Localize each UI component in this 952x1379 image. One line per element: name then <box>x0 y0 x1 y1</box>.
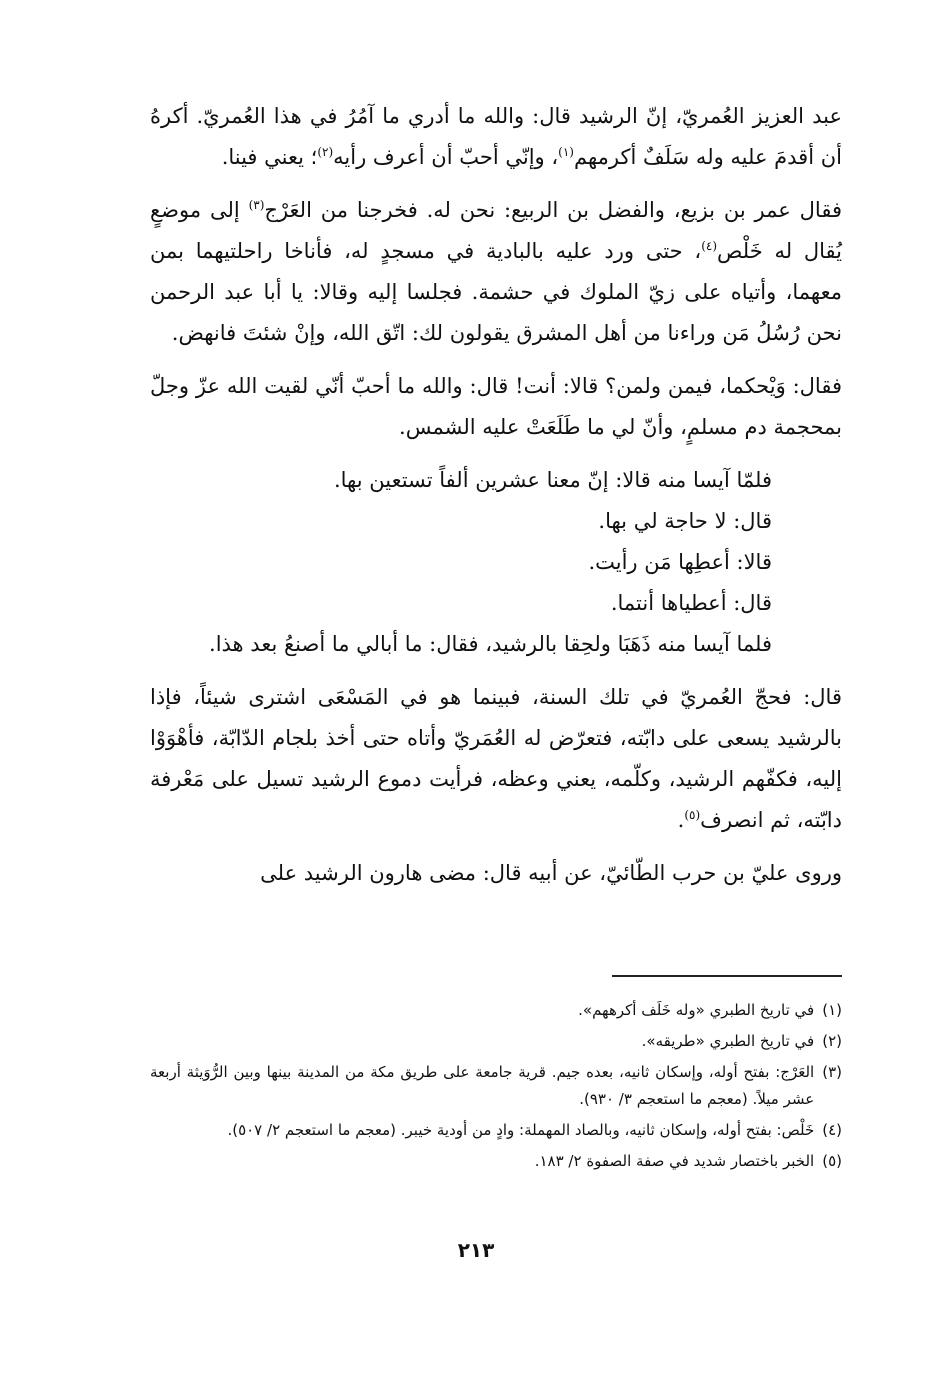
footnote-2 <box>150 1028 842 1055</box>
paragraph-2-part-a: فقال عمر بن بزيع، والفضل بن الربيع: نحن له. فخرجنا من العَرْج <box>264 198 842 222</box>
footnote-number: (٤) <box>822 1121 842 1139</box>
paragraph-4-part-a: قال: فحجّ العُمريّ في تلك السنة، فبينما هو في المَسْعَى اشترى شيئاً، فإذا بالرشيد يسعى على دابّته، فتعرّض له العُمَريّ وأتاه حتى أخذ بلجام الدّابّة، فأهْوَوْا إليه، فكفّهم الرشيد، وكلّمه، يعني وعظه، فرأيت دموع الرشيد تسيل على مَعْرفة دابّته، ثم انصرف <box>150 685 842 832</box>
footnote-number: (٢) <box>822 1032 842 1050</box>
paragraph-1-part-b: ، وإنّي أحبّ أن أعرف رأيه <box>333 145 559 169</box>
footnote-divider <box>612 975 842 977</box>
paragraph-1 <box>150 96 842 178</box>
paragraph-2-part-b: إلى موضعٍ يُقال له خَلْص <box>150 198 842 263</box>
dialogue-block <box>150 460 842 665</box>
paragraph-4-part-b: . <box>677 808 685 832</box>
footnote-text: خَلْص: بفتح أوله، وإسكان ثانيه، وبالصاد المهملة: وادٍ من أودية خيبر. (معجم ما استعجم ٢/ ٥٠٧). <box>227 1121 815 1139</box>
footnote-4 <box>150 1117 842 1144</box>
footnote-text: في تاريخ الطبري «وله خَلَف أكرههم». <box>578 1001 815 1019</box>
footnote-5 <box>150 1148 842 1175</box>
paragraph-2-part-c: ، حتى ورد عليه بالبادية في مسجدٍ له، فأناخا راحلتيهما بمن معهما، وأتياه على زيّ الملوك في حشمة. فجلسا إليه وقالا: يا أبا عبد الرحمن نحن رُسُلُ مَن وراءنا من أهل المشرق يقولون لك: اتّق الله، وإنْ شئتَ فانهض. <box>150 239 842 345</box>
footnote-number: (٥) <box>822 1152 842 1170</box>
paragraph-3: فقال: وَيْحكما، فيمن ولمن؟ قالا: أنت! قال: والله ما أحبّ أنّي لقيت الله عزّ وجلّ بمحجمة دم مسلمٍ، وأنّ لي ما طَلَعَتْ عليه الشمس. <box>150 374 842 439</box>
footnote-text: العَرْج: بفتح أوله، وإسكان ثانيه، بعده جيم. قرية جامعة على طريق مكة من المدينة بينها وبين الرُّوَيثة أربعة عشر ميلاً. (معجم ما استعجم ٣/ ٩٣٠). <box>150 1063 815 1108</box>
footnote-ref-3[interactable]: (٣) <box>248 198 265 212</box>
footnote-ref-1[interactable]: (١) <box>558 145 574 159</box>
paragraph-4 <box>150 677 842 841</box>
main-text <box>150 96 842 894</box>
dialogue-line-5: فلما آيسا منه ذَهَبَا ولحِقا بالرشيد، فقال: ما أبالي ما أصنعُ بعد هذا. <box>209 632 772 656</box>
dialogue-line-4: قال: أعطياها أنتما. <box>610 591 772 615</box>
paragraph-1-part-c: ؛ يعني فينا. <box>221 145 318 169</box>
footnote-text: الخبر باختصار شديد في صفة الصفوة ٢/ ١٨٣. <box>534 1152 815 1170</box>
paragraph-5: وروى عليّ بن حرب الطّائيّ، عن أبيه قال: مضى هارون الرشيد على <box>260 861 842 885</box>
footnote-number: (٣) <box>822 1063 842 1081</box>
footnote-1 <box>150 997 842 1024</box>
footnote-ref-2[interactable]: (٢) <box>317 145 334 159</box>
dialogue-line-2: قال: لا حاجة لي بها. <box>598 509 772 533</box>
dialogue-line-1: فلمّا آيسا منه قالا: إنّ معنا عشرين ألفاً تستعين بها. <box>333 468 772 492</box>
footnote-ref-5[interactable]: (٥) <box>684 808 701 822</box>
footnote-number: (١) <box>822 1001 842 1019</box>
page-number: ٢١٣ <box>457 1238 495 1262</box>
paragraph-2 <box>150 190 842 354</box>
footnote-text: في تاريخ الطبري «طريقه». <box>641 1032 815 1050</box>
dialogue-line-3: قالا: أعطِها مَن رأيت. <box>588 550 772 574</box>
footnotes <box>150 997 842 1179</box>
footnote-3 <box>150 1059 842 1113</box>
paragraph-1-part-a: عبد العزيز العُمريّ، إنّ الرشيد قال: والله ما أدري ما آمُرُ في هذا العُمريّ. أكرهُ أن أقدمَ عليه وله سَلَفٌ أكرمهم <box>150 104 842 169</box>
footnote-ref-4[interactable]: (٤) <box>701 239 718 253</box>
